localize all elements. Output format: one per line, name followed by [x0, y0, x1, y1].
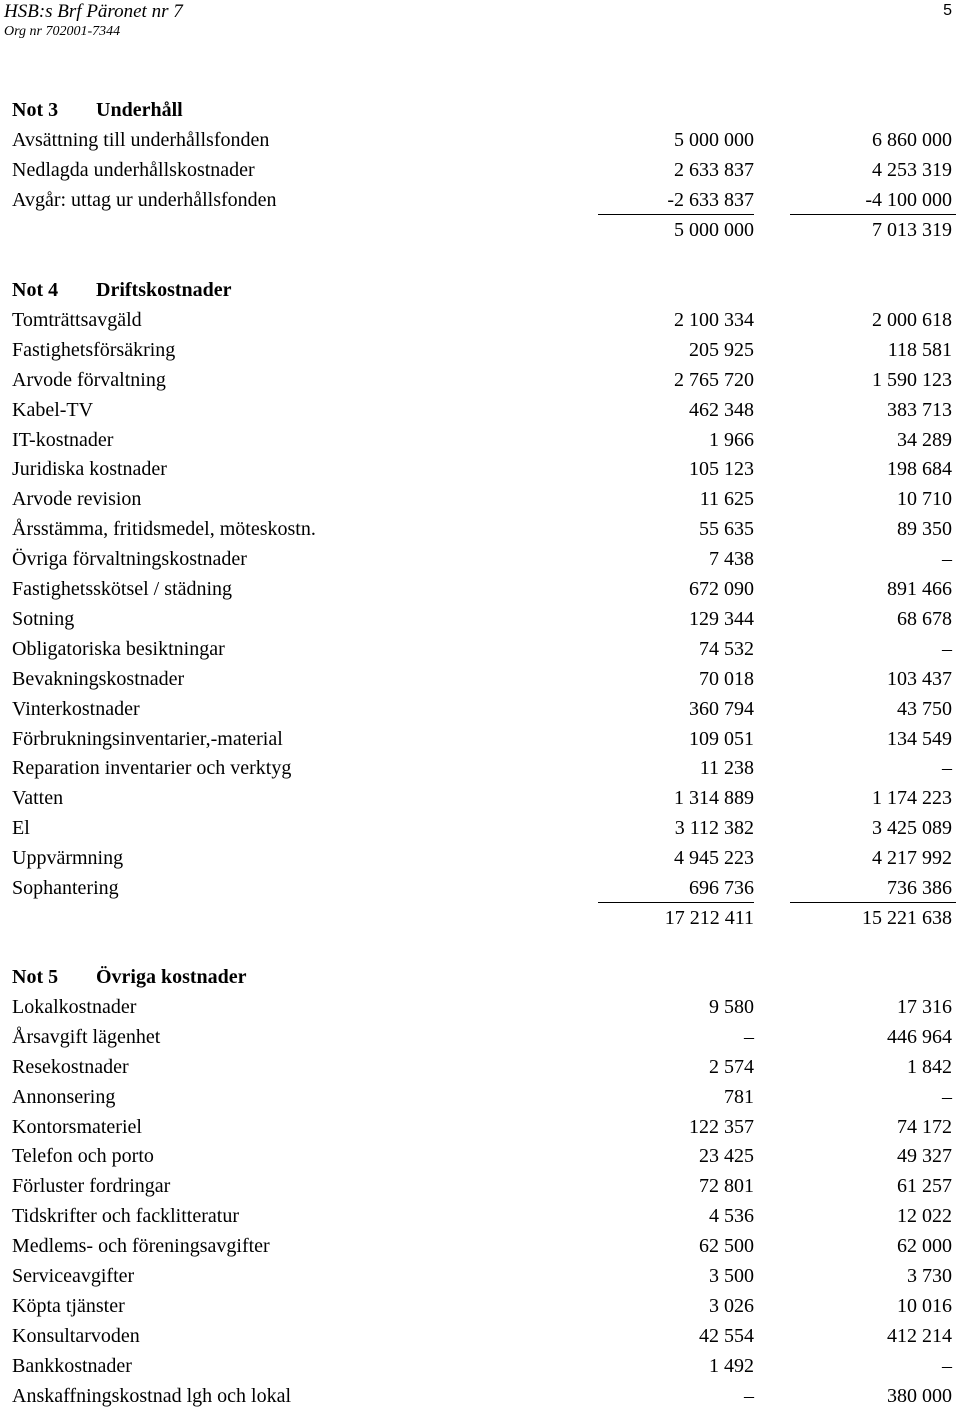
- total-current-year: 17 212 411: [664, 906, 754, 929]
- note-row: [0, 753, 960, 783]
- value-previous-year: 3 730: [907, 1265, 952, 1287]
- note-row: [0, 1022, 960, 1052]
- value-current-year: 62 500: [699, 1235, 754, 1258]
- value-previous-year: 10 710: [897, 488, 952, 511]
- row-label: Avgår: uttag ur underhållsfonden: [12, 188, 277, 211]
- row-label: Avsättning till underhållsfonden: [12, 128, 270, 151]
- note-total-row: [0, 215, 960, 245]
- value-previous-year: 34 289: [897, 428, 952, 451]
- value-previous-year: 736 386: [887, 877, 952, 899]
- value-previous-year: 74 172: [897, 1115, 952, 1138]
- note-row: [0, 484, 960, 514]
- value-current-year: 7 438: [709, 548, 754, 571]
- value-current-year: 105 123: [689, 458, 754, 481]
- note-row: [0, 694, 960, 724]
- value-current-year: 462 348: [689, 398, 754, 421]
- row-label: Förluster fordringar: [12, 1175, 171, 1198]
- note-row: [0, 1291, 960, 1321]
- value-current-year: 672 090: [689, 578, 754, 600]
- value-previous-year: –: [942, 637, 952, 660]
- value-previous-year: 891 466: [887, 578, 952, 600]
- value-current-year: 1 314 889: [674, 787, 754, 810]
- value-previous-year: 12 022: [897, 1205, 952, 1228]
- value-previous-year: 4 217 992: [872, 847, 952, 870]
- value-current-year: 696 736: [689, 877, 754, 899]
- value-previous-year: 68 678: [897, 607, 952, 630]
- note-row: [0, 454, 960, 484]
- note-row: [0, 425, 960, 455]
- value-previous-year: 118 581: [887, 338, 952, 361]
- note-row: [0, 544, 960, 574]
- value-previous-year: –: [942, 1354, 952, 1377]
- note-row: [0, 514, 960, 544]
- value-current-year: 9 580: [709, 995, 754, 1018]
- value-previous-year: 383 713: [887, 398, 952, 421]
- row-label: Annonsering: [12, 1085, 116, 1108]
- row-label: Anskaffningskostnad lgh och lokal: [12, 1384, 292, 1407]
- note-row: [0, 1261, 960, 1291]
- value-current-year: 3 500: [709, 1265, 754, 1287]
- value-previous-year: 3 425 089: [872, 817, 952, 840]
- note-row: [0, 873, 960, 903]
- note-row: [0, 1112, 960, 1142]
- note-row: [0, 1171, 960, 1201]
- note-row: [0, 843, 960, 873]
- note-row: [0, 1231, 960, 1261]
- note-row: [0, 1141, 960, 1171]
- row-label: IT-kostnader: [12, 428, 114, 451]
- row-label: Telefon och porto: [12, 1145, 154, 1168]
- value-previous-year: 446 964: [887, 1025, 952, 1048]
- document-header: [4, 0, 183, 40]
- value-previous-year: –: [942, 548, 952, 571]
- value-previous-year: –: [942, 1085, 952, 1108]
- value-previous-year: 4 253 319: [872, 158, 952, 181]
- value-current-year: 2 633 837: [674, 158, 754, 181]
- association-name: HSB:s Brf Päronet nr 7: [4, 1, 183, 22]
- row-label: Medlems- och föreningsavgifter: [12, 1235, 270, 1258]
- value-current-year: 11 625: [699, 488, 754, 511]
- row-label: Årsavgift lägenhet: [12, 1025, 161, 1048]
- value-previous-year: 1 842: [907, 1055, 952, 1078]
- value-current-year: –: [744, 1025, 754, 1048]
- value-current-year: -2 633 837: [667, 188, 754, 211]
- row-label: Resekostnader: [12, 1055, 129, 1078]
- value-previous-year: 17 316: [897, 995, 952, 1018]
- value-current-year: 72 801: [699, 1175, 754, 1198]
- value-current-year: 122 357: [689, 1115, 754, 1138]
- row-label: Kabel-TV: [12, 398, 94, 421]
- note-row: [0, 1052, 960, 1082]
- value-current-year: 11 238: [699, 757, 754, 780]
- note-row: [0, 305, 960, 335]
- note-row: [0, 574, 960, 604]
- note-row: [0, 1381, 960, 1411]
- row-label: Konsultarvoden: [12, 1324, 140, 1347]
- page-number: 5: [943, 2, 952, 19]
- total-current-year: 5 000 000: [674, 218, 754, 241]
- value-current-year: 70 018: [699, 667, 754, 690]
- row-label: Årsstämma, fritidsmedel, möteskostn.: [12, 518, 316, 541]
- note-row: [0, 155, 960, 185]
- value-current-year: 4 945 223: [674, 847, 754, 870]
- value-current-year: 4 536: [709, 1205, 754, 1228]
- value-current-year: 781: [724, 1085, 754, 1108]
- value-current-year: 109 051: [689, 727, 754, 750]
- value-previous-year: -4 100 000: [865, 188, 952, 211]
- row-label: Bevakningskostnader: [12, 667, 185, 690]
- row-label: Tomträttsavgäld: [12, 308, 142, 331]
- value-previous-year: –: [942, 757, 952, 780]
- note-heading: [12, 95, 183, 125]
- value-current-year: 1 492: [709, 1354, 754, 1377]
- note-row: [0, 1351, 960, 1381]
- row-label: Nedlagda underhållskostnader: [12, 158, 255, 181]
- value-current-year: 1 966: [709, 428, 754, 451]
- note-title-row: [0, 962, 960, 992]
- value-current-year: 23 425: [699, 1145, 754, 1168]
- note-row: [0, 783, 960, 813]
- value-previous-year: 412 214: [887, 1324, 952, 1347]
- total-previous-year: 7 013 319: [872, 218, 952, 241]
- note-row: [0, 1201, 960, 1231]
- note-title: Övriga kostnader: [96, 966, 247, 988]
- value-current-year: 205 925: [689, 338, 754, 361]
- note-row: [0, 1321, 960, 1351]
- value-previous-year: 43 750: [897, 697, 952, 720]
- value-current-year: 5 000 000: [674, 128, 754, 151]
- note-row: [0, 813, 960, 843]
- value-current-year: 360 794: [689, 697, 754, 720]
- note-heading: [12, 275, 232, 305]
- note-row: [0, 125, 960, 155]
- value-current-year: 2 765 720: [674, 368, 754, 391]
- row-label: Serviceavgifter: [12, 1265, 135, 1287]
- row-label: Arvode revision: [12, 488, 142, 511]
- note-number: Not 3: [12, 99, 59, 121]
- row-label: Sophantering: [12, 877, 119, 899]
- row-label: Juridiska kostnader: [12, 458, 167, 481]
- value-current-year: 42 554: [699, 1324, 754, 1347]
- value-previous-year: 61 257: [897, 1175, 952, 1198]
- value-previous-year: 10 016: [897, 1294, 952, 1317]
- note-title: Underhåll: [96, 99, 183, 121]
- row-label: Fastighetsskötsel / städning: [12, 578, 232, 600]
- note-row: [0, 604, 960, 634]
- row-label: Sotning: [12, 607, 75, 630]
- note-row: [0, 724, 960, 754]
- note-title: Driftskostnader: [96, 279, 232, 301]
- row-label: Kontorsmateriel: [12, 1115, 142, 1138]
- note-row: [0, 664, 960, 694]
- row-label: Övriga förvaltningskostnader: [12, 548, 247, 571]
- row-label: Förbrukningsinventarier,-material: [12, 727, 283, 750]
- row-label: Vinterkostnader: [12, 697, 140, 720]
- note-title-row: [0, 275, 960, 305]
- total-previous-year: 15 221 638: [862, 906, 952, 929]
- value-previous-year: 1 590 123: [872, 368, 952, 391]
- value-previous-year: 2 000 618: [872, 308, 952, 331]
- row-label: Köpta tjänster: [12, 1294, 125, 1317]
- value-previous-year: 62 000: [897, 1235, 952, 1258]
- row-label: Tidskrifter och facklitteratur: [12, 1205, 239, 1228]
- note-row: [0, 365, 960, 395]
- value-current-year: 3 026: [709, 1294, 754, 1317]
- row-label: Lokalkostnader: [12, 995, 137, 1018]
- row-label: Arvode förvaltning: [12, 368, 166, 391]
- row-label: Fastighetsförsäkring: [12, 338, 176, 361]
- value-previous-year: 134 549: [887, 727, 952, 750]
- value-previous-year: 89 350: [897, 518, 952, 541]
- value-current-year: 74 532: [699, 637, 754, 660]
- value-current-year: 55 635: [699, 518, 754, 541]
- note-heading: [12, 962, 247, 992]
- note-row: [0, 992, 960, 1022]
- value-previous-year: 1 174 223: [872, 787, 952, 810]
- value-previous-year: 49 327: [897, 1145, 952, 1168]
- value-previous-year: 6 860 000: [872, 128, 952, 151]
- row-label: Obligatoriska besiktningar: [12, 637, 225, 660]
- note-total-row: [0, 903, 960, 933]
- value-previous-year: 103 437: [887, 667, 952, 690]
- note-row: [0, 395, 960, 425]
- note-row: [0, 185, 960, 215]
- row-label: El: [12, 817, 30, 840]
- value-current-year: 2 100 334: [674, 308, 754, 331]
- value-previous-year: 380 000: [887, 1384, 952, 1407]
- note-row: [0, 335, 960, 365]
- org-number: Org nr 702001-7344: [4, 24, 121, 39]
- row-label: Vatten: [12, 787, 64, 810]
- row-label: Uppvärmning: [12, 847, 124, 870]
- note-row: [0, 634, 960, 664]
- value-current-year: 129 344: [689, 607, 754, 630]
- value-current-year: 3 112 382: [674, 817, 754, 840]
- value-current-year: –: [744, 1384, 754, 1407]
- value-current-year: 2 574: [709, 1055, 754, 1078]
- row-label: Reparation inventarier och verktyg: [12, 757, 292, 780]
- note-row: [0, 1082, 960, 1112]
- row-label: Bankkostnader: [12, 1354, 132, 1377]
- value-previous-year: 198 684: [887, 458, 952, 481]
- note-number: Not 4: [12, 279, 59, 301]
- note-number: Not 5: [12, 966, 59, 988]
- note-title-row: [0, 95, 960, 125]
